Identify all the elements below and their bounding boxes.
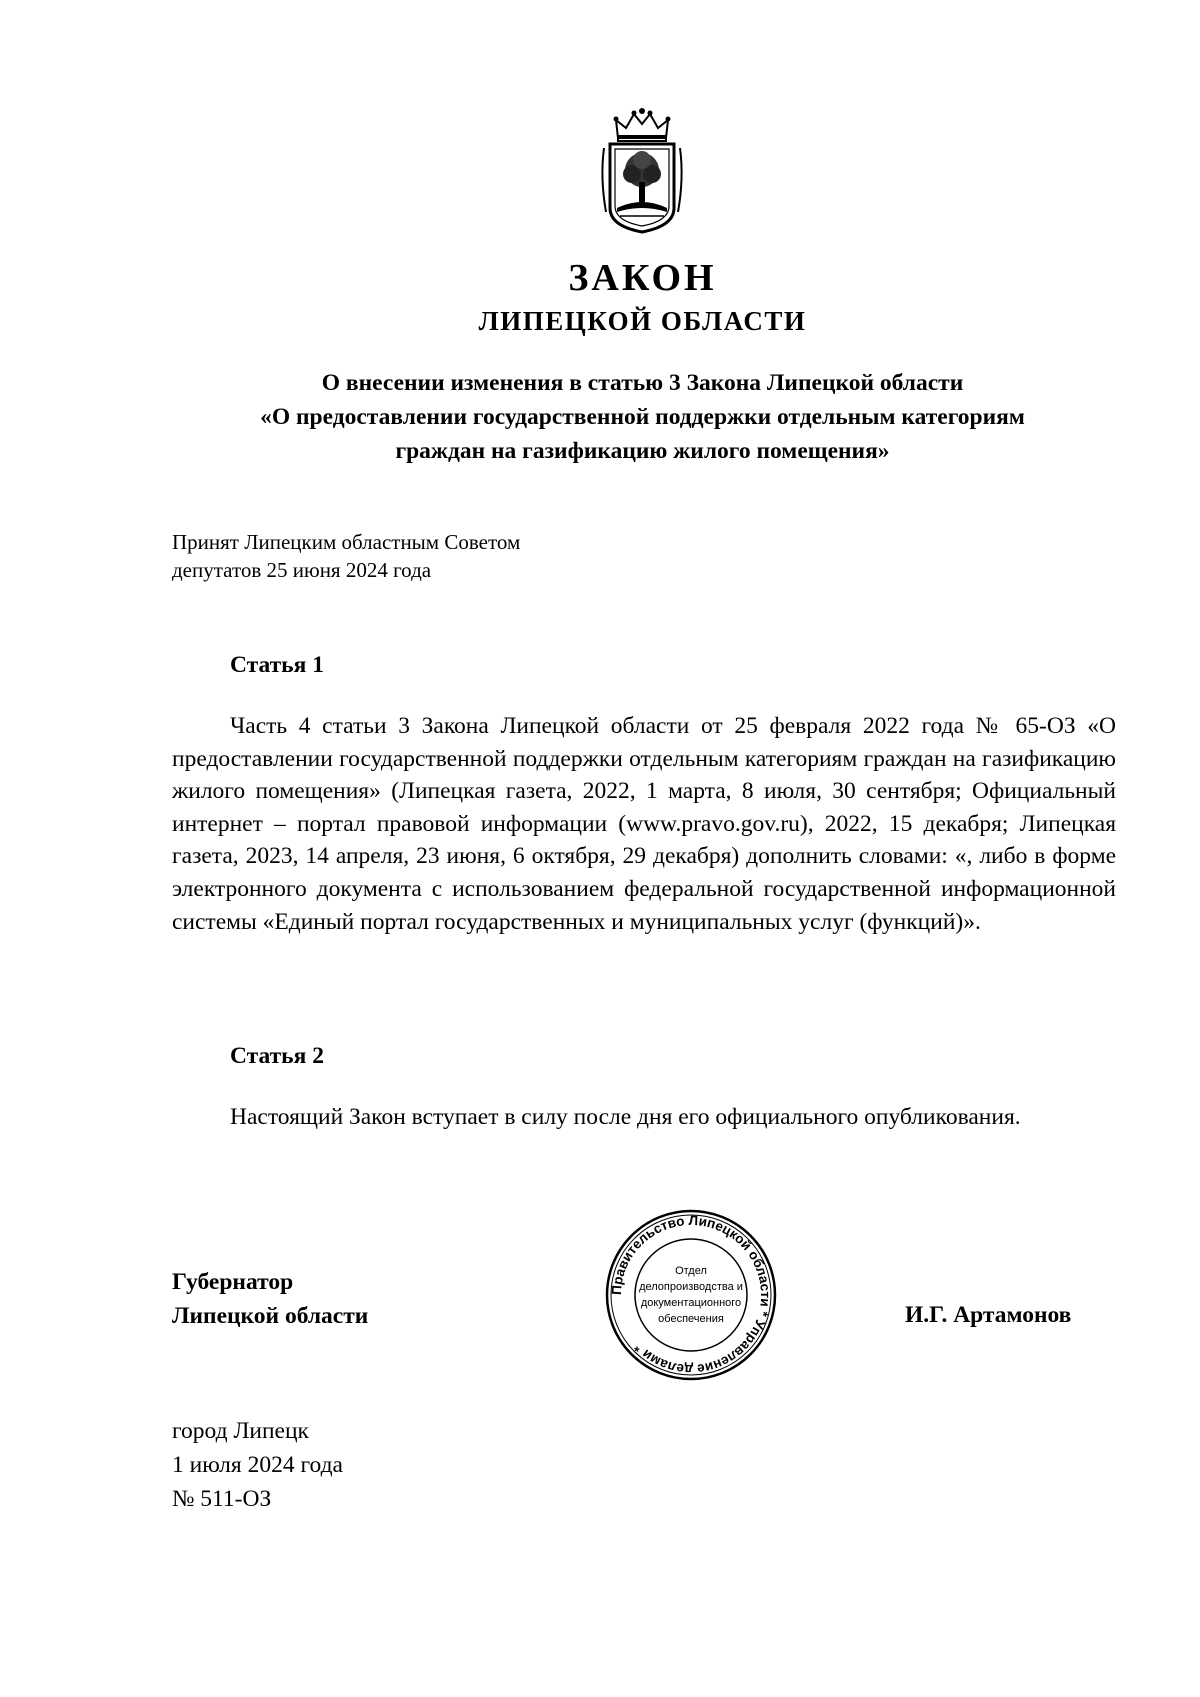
footer-city: город Липецк: [172, 1418, 309, 1444]
adoption-note: [172, 528, 520, 584]
article-1-text: Часть 4 статьи 3 Закона Липецкой области от 25 февраля 2022 года № 65-ОЗ «О предоставлении государственной поддержки отдельным категориям граждан на газификацию жилого помещения» (Липецкая газета, 2022, 1 марта, 8 июля, 30 сентября; Официальный интернет – портал правовой информации (www.pravo.gov.ru), 2022, 15 декабря; Липецкая газета, 2023, 14 апреля, 23 июня, 6 октября, 29 декабря) дополнить словами: «, либо в форме электронного документа с использованием федеральной государственной информационной системы «Единый портал государственных и муниципальных услуг (функций)».: [172, 713, 1116, 935]
document-title: ЗАКОН: [568, 257, 717, 299]
position-line-2: Липецкой области: [172, 1303, 369, 1329]
article-2-text: Настоящий Закон вступает в силу после дня его официального опубликования.: [230, 1104, 1021, 1130]
svg-text:Правительство Липецкой области: [609, 1213, 773, 1377]
adoption-line-1: Принят Липецким областным Советом: [172, 530, 521, 554]
stamp-inner-line-3: документационного: [640, 1297, 742, 1309]
document-subtitle: ЛИПЕЦКОЙ ОБЛАСТИ: [478, 306, 807, 336]
subject-line-3: граждан на газификацию жилого помещения»: [395, 438, 890, 464]
official-stamp: [604, 1208, 778, 1382]
position-line-1: Губернатор: [172, 1269, 294, 1295]
article-2-heading: Статья 2: [230, 1043, 324, 1069]
coat-of-arms-emblem: [596, 108, 688, 236]
article-1-heading: Статья 1: [230, 652, 324, 678]
subject-line-1: О внесении изменения в статью 3 Закона Липецкой области: [321, 370, 964, 396]
stamp-inner-line-1: Отдел: [675, 1265, 707, 1277]
stamp-inner-line-2: делопроизводства и: [639, 1281, 743, 1293]
stamp-inner-line-4: обеспечения: [658, 1313, 724, 1325]
signatory-name: И.Г. Артамонов: [905, 1302, 1072, 1328]
footer-date: 1 июля 2024 года: [172, 1452, 343, 1478]
subject-line-2: «О предоставлении государственной поддержки отдельным категориям: [260, 404, 1025, 430]
signatory-position: [172, 1265, 368, 1333]
document-footer: [172, 1414, 343, 1516]
footer-number: № 511-ОЗ: [172, 1486, 272, 1512]
adoption-line-2: депутатов 25 июня 2024 года: [172, 558, 432, 582]
stamp-outer-text: Правительство Липецкой области * Управление делами *: [608, 1212, 774, 1378]
law-subject: [170, 366, 1115, 468]
